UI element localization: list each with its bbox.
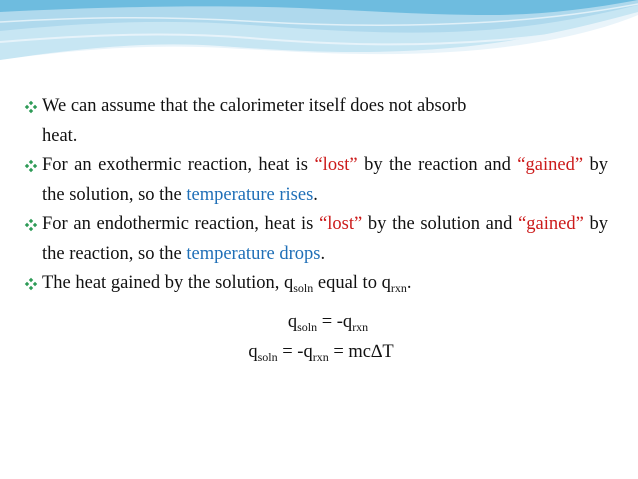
bullet-period: . [320,243,326,264]
four-diamond-bullet-icon [24,100,38,114]
subscript-rxn: rxn [390,281,407,295]
gained-highlight: “gained” [517,155,584,175]
equation-rhs: = mc∆T [328,342,394,362]
temperature-drops-highlight: temperature drops [186,243,321,264]
lost-highlight: “lost” [314,155,358,175]
bullet-text: by the reaction and [357,155,518,175]
bullet-item-endothermic [24,210,608,269]
equation-subscript-soln: soln [257,350,278,364]
bullet-text: by the solution and [362,214,519,234]
bullet-item-calorimeter [24,92,608,151]
decorative-wave-banner [0,0,638,80]
bullet-text: We can assume that the calorimeter itself does not absorb [42,96,467,116]
bullet-period: . [406,273,412,293]
bullet-period: . [313,184,318,205]
temperature-rises-highlight: temperature rises [186,184,314,205]
equation-symbol-q: q [248,342,258,362]
bullet-item-exothermic [24,151,608,210]
bullet-text: For an exothermic reaction, heat is [42,155,315,175]
equation-symbol-q: q [287,312,298,332]
equation-heat-capacity [2,342,638,363]
equation-heat-balance [9,312,638,333]
four-diamond-bullet-icon [24,218,38,232]
equation-subscript-rxn: rxn [352,320,369,334]
bullet-text: by the reaction, so the [42,214,608,264]
bullet-text: The heat gained by the solution, q [42,273,294,293]
bullet-text-continued: heat. [42,125,78,146]
bullet-item-heat-gained [24,269,608,299]
equation-subscript-rxn: rxn [312,350,329,364]
equation-relation: = -q [317,312,353,332]
lost-highlight: “lost” [319,214,363,234]
four-diamond-bullet-icon [24,277,38,291]
bullet-text: equal to q [313,273,391,293]
bullet-text: For an endothermic reaction, heat is [42,214,320,234]
four-diamond-bullet-icon [24,159,38,173]
bullet-text: by the solution, so the [42,155,609,205]
slide-body [24,92,608,299]
gained-highlight: “gained” [518,214,584,234]
subscript-soln: soln [293,281,314,295]
equation-relation: = -q [277,342,313,362]
equation-subscript-soln: soln [297,320,318,334]
